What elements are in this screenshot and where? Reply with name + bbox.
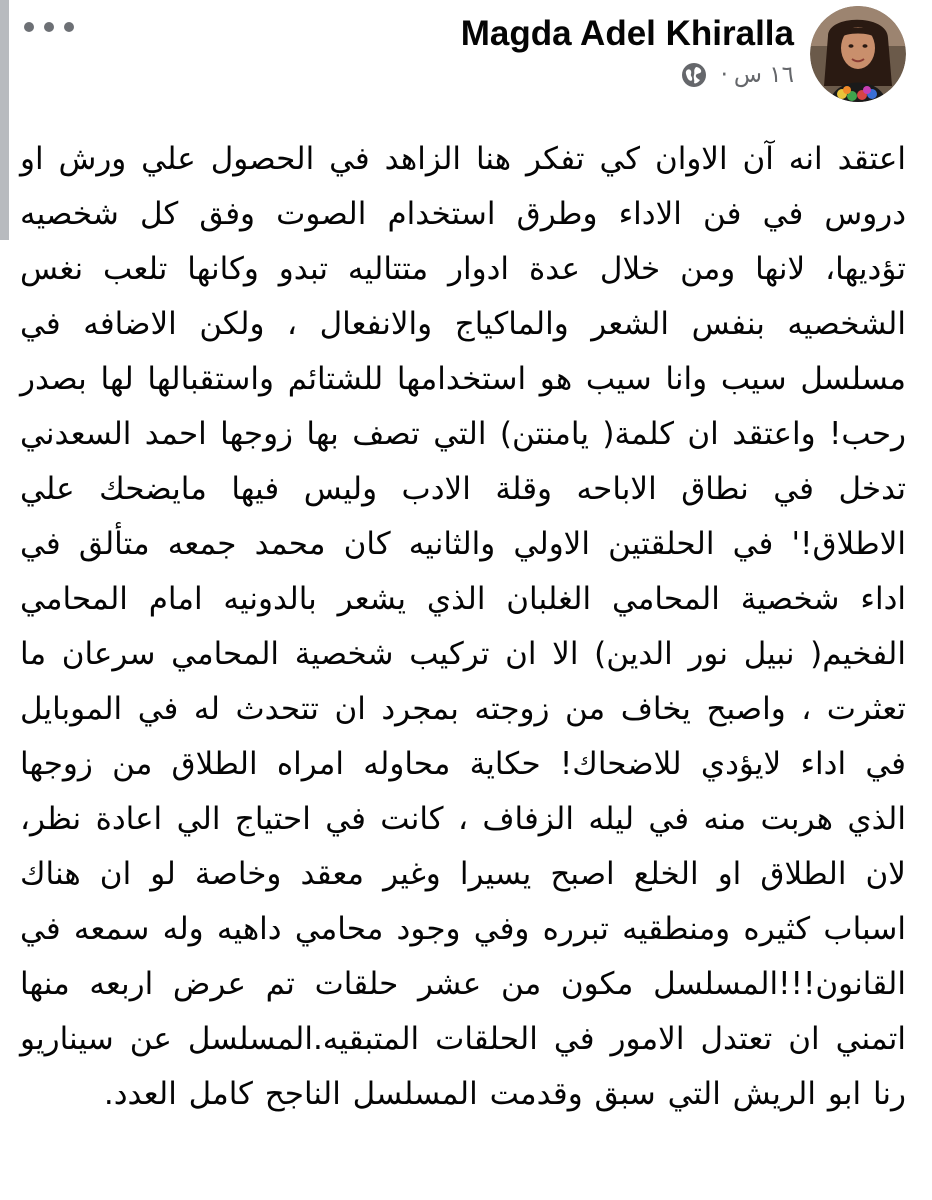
post-body-text: اعتقد انه آن الاوان كي تفكر هنا الزاهد في الحصول علي ورش او دروس في فن الاداء وطرق استخدام الصوت وفق كل شخصيه تؤديها، لانها ومن خلال عدة ادوار متتاليه تبدو وكانها تلعب نغس الشخصيه بنفس الشعر والماكياج والانفعال ، ولكن الاضافه في مسلسل سيب وانا سيب هو استخدامها للشتائم واستقبالها لها بصدر رحب! واعتقد ان كلمة( يامنتن) التي تصف بها زوجها احمد السعدني تدخل في نطاق الاباحه وقلة الادب وليس فيها مايضحك علي الاطلاق!' في الحلقتين الاولي والثانيه كان محمد جمعه متألق في اداء شخصية المحامي الغلبان الذي يشعر بالدونيه امام المحامي الفخيم( نبيل نور الدين) الا ان تركيب شخصية المحامي سرعان ما تعثرت ، واصبح يخاف من زوجته بمجرد ان تتحدث له في الموبايل في اداء لايؤدي للاضحاك! حكاية محاوله امراه الطلاق من زوجها الذي هربت منه في ليله الزفاف ، كانت في احتياج الي اعادة نظر، لان الطلاق او الخلع اصبح يسيرا وغير معقد وخاصة لو ان هناك اسباب كثيره ومنطقيه تبرره وفي وجود محامي داهيه وله سمعه في القانون!!!المسلسل مكون من عشر حلقات تم عرض اربعه منها اتمني ان تعتدل الامور في الحلقات المتبقيه.المسلسل عن سيناريو رنا ابو الريش التي سبق وقدمت المسلسل الناجح كامل العدد. — [20, 141, 906, 1112]
post-header — [461, 6, 906, 106]
meta-separator: · — [720, 62, 728, 88]
post-timestamp[interactable]: ١٦ س — [733, 62, 794, 88]
avatar[interactable] — [810, 6, 906, 102]
post-meta — [681, 62, 794, 88]
more-options-icon-dot — [64, 22, 74, 32]
more-options-icon — [24, 22, 34, 32]
avatar-image — [810, 6, 906, 102]
globe-icon[interactable] — [681, 62, 707, 88]
author-name[interactable]: Magda Adel Khiralla — [460, 14, 794, 53]
left-edge-bar — [0, 0, 9, 240]
post-header-text — [461, 12, 794, 88]
more-options-icon-dot — [44, 22, 54, 32]
more-options-button[interactable] — [24, 14, 74, 40]
